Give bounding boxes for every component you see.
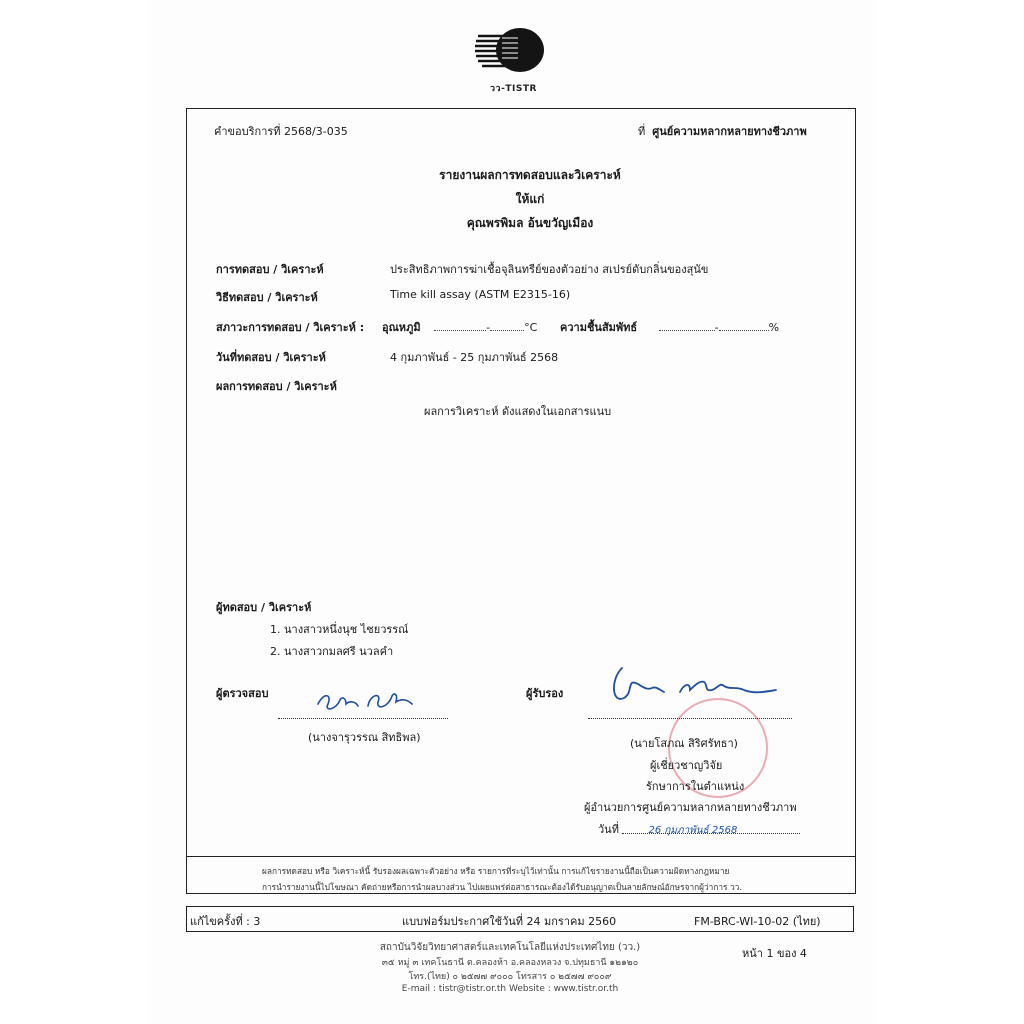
test-value: ประสิทธิภาพการฆ่าเชื้อจุลินทรีย์ของตัวอย่าง สเปรย์ดับกลิ่นของสุนัข [390,263,709,276]
approver-title-1: ผู้เชี่ยวชาญวิจัย [650,759,723,772]
footer-org: สถาบันวิจัยวิทยาศาสตร์และเทคโนโลยีแห่งประเทศไทย (วว.) [379,942,641,953]
footer-contact: E-mail : tistr@tistr.or.th Website : www.tistr.or.th [401,984,619,994]
form-code: FM-BRC-WI-10-02 (ไทย) [694,915,821,928]
footer-phone: โทร.(ไทย) ๐ ๒๕๗๗ ๙๐๐๐ โทรสาร ๐ ๒๕๗๗ ๙๐๐๙ [408,972,612,982]
request-number: คำขอบริการที่ 2568/3-035 [214,125,348,138]
humidity-label: ความชื้นสัมพัทธ์ [560,321,638,334]
reviewer-label: ผู้ตรวจสอบ [216,687,269,700]
reviewer-signature-icon [312,686,422,718]
disclaimer-line-2: การนำรายงานนี้ไปโฆษณา คัดถ่ายหรือการนำผลบางส่วน ไปเผยแพร่ต่อสาธารณะต้องได้รับอนุญาตเป็นลายลักษณ์อักษรจากผู้ว่าการ วว. [262,882,743,892]
temperature: อุณหภูมิ - °C [382,321,538,334]
approval-date: วันที่ 26 กุมภาพันธ์ 2568 [598,823,738,836]
temperature-label: อุณหภูมิ [382,321,421,334]
humidity: ความชื้นสัมพัทธ์ - % [560,321,780,334]
condition-label: สภาวะการทดสอบ / วิเคราะห์ : [216,321,365,334]
reviewer-name: (นางจารุวรรณ สิทธิพล) [308,731,421,744]
method-label: วิธีทดสอบ / วิเคราะห์ [216,291,318,304]
report-title: รายงานผลการทดสอบและวิเคราะห์ [439,168,621,182]
result-value: ผลการวิเคราะห์ ดังแสดงในเอกสารแนบ [424,405,612,418]
disclaimer-line-1: ผลการทดสอบ หรือ วิเคราะห์นี้ รับรองผลเฉพาะตัวอย่าง หรือ รายการที่ระบุไว้เท่านั้น การแก้ไขรายงานนี้ถือเป็นความผิดทางกฎหมาย [262,866,730,876]
location: ที่ ศูนย์ความหลากหลายทางชีวภาพ [638,125,807,138]
testers-label: ผู้ทดสอบ / วิเคราะห์ [216,601,312,614]
approver-signature-line [588,717,792,719]
footer-address: ๓๕ หมู่ ๓ เทคโนธานี ต.คลองห้า อ.คลองหลวง จ.ปทุมธานี ๑๒๑๒๐ [381,958,639,968]
tistr-logo-icon [472,26,548,82]
approver-title-2: รักษาการในตำแหน่ง [646,780,745,793]
reviewer-signature-line [278,717,448,719]
approver-label: ผู้รับรอง [526,687,564,700]
date-label: วันที่ทดสอบ / วิเคราะห์ [216,351,326,364]
revision-count: แก้ไขครั้งที่ : 3 [190,915,261,928]
tester-2: 2. นางสาวกมลศรี นวลคำ [270,645,394,658]
approver-signature-icon [604,660,784,712]
approval-date-value: 26 กุมภาพันธ์ 2568 [648,825,738,836]
result-label: ผลการทดสอบ / วิเคราะห์ [216,380,337,393]
report-for: ให้แก่ [515,192,545,206]
approver-title-3: ผู้อำนวยการศูนย์ความหลากหลายทางชีวภาพ [584,801,797,814]
method-value: Time kill assay (ASTM E2315-16) [390,288,571,301]
approver-name: (นายโสภณ สิริศรัทธา) [630,737,738,750]
location-value: ศูนย์ความหลากหลายทางชีวภาพ [652,125,807,138]
approval-date-line [622,832,800,834]
form-announce-date: แบบฟอร์มประกาศใช้วันที่ 24 มกราคม 2560 [402,915,617,928]
test-label: การทดสอบ / วิเคราะห์ [216,263,324,276]
tester-1: 1. นางสาวหนึ่งนุช ไชยวรรณ์ [270,623,409,636]
customer-name: คุณพรพิมล อ้นขวัญเมือง [466,216,594,230]
date-value: 4 กุมภาพันธ์ - 25 กุมภาพันธ์ 2568 [390,351,559,364]
logo-text: วว-TISTR [490,84,537,94]
page-number: หน้า 1 ของ 4 [742,947,807,960]
